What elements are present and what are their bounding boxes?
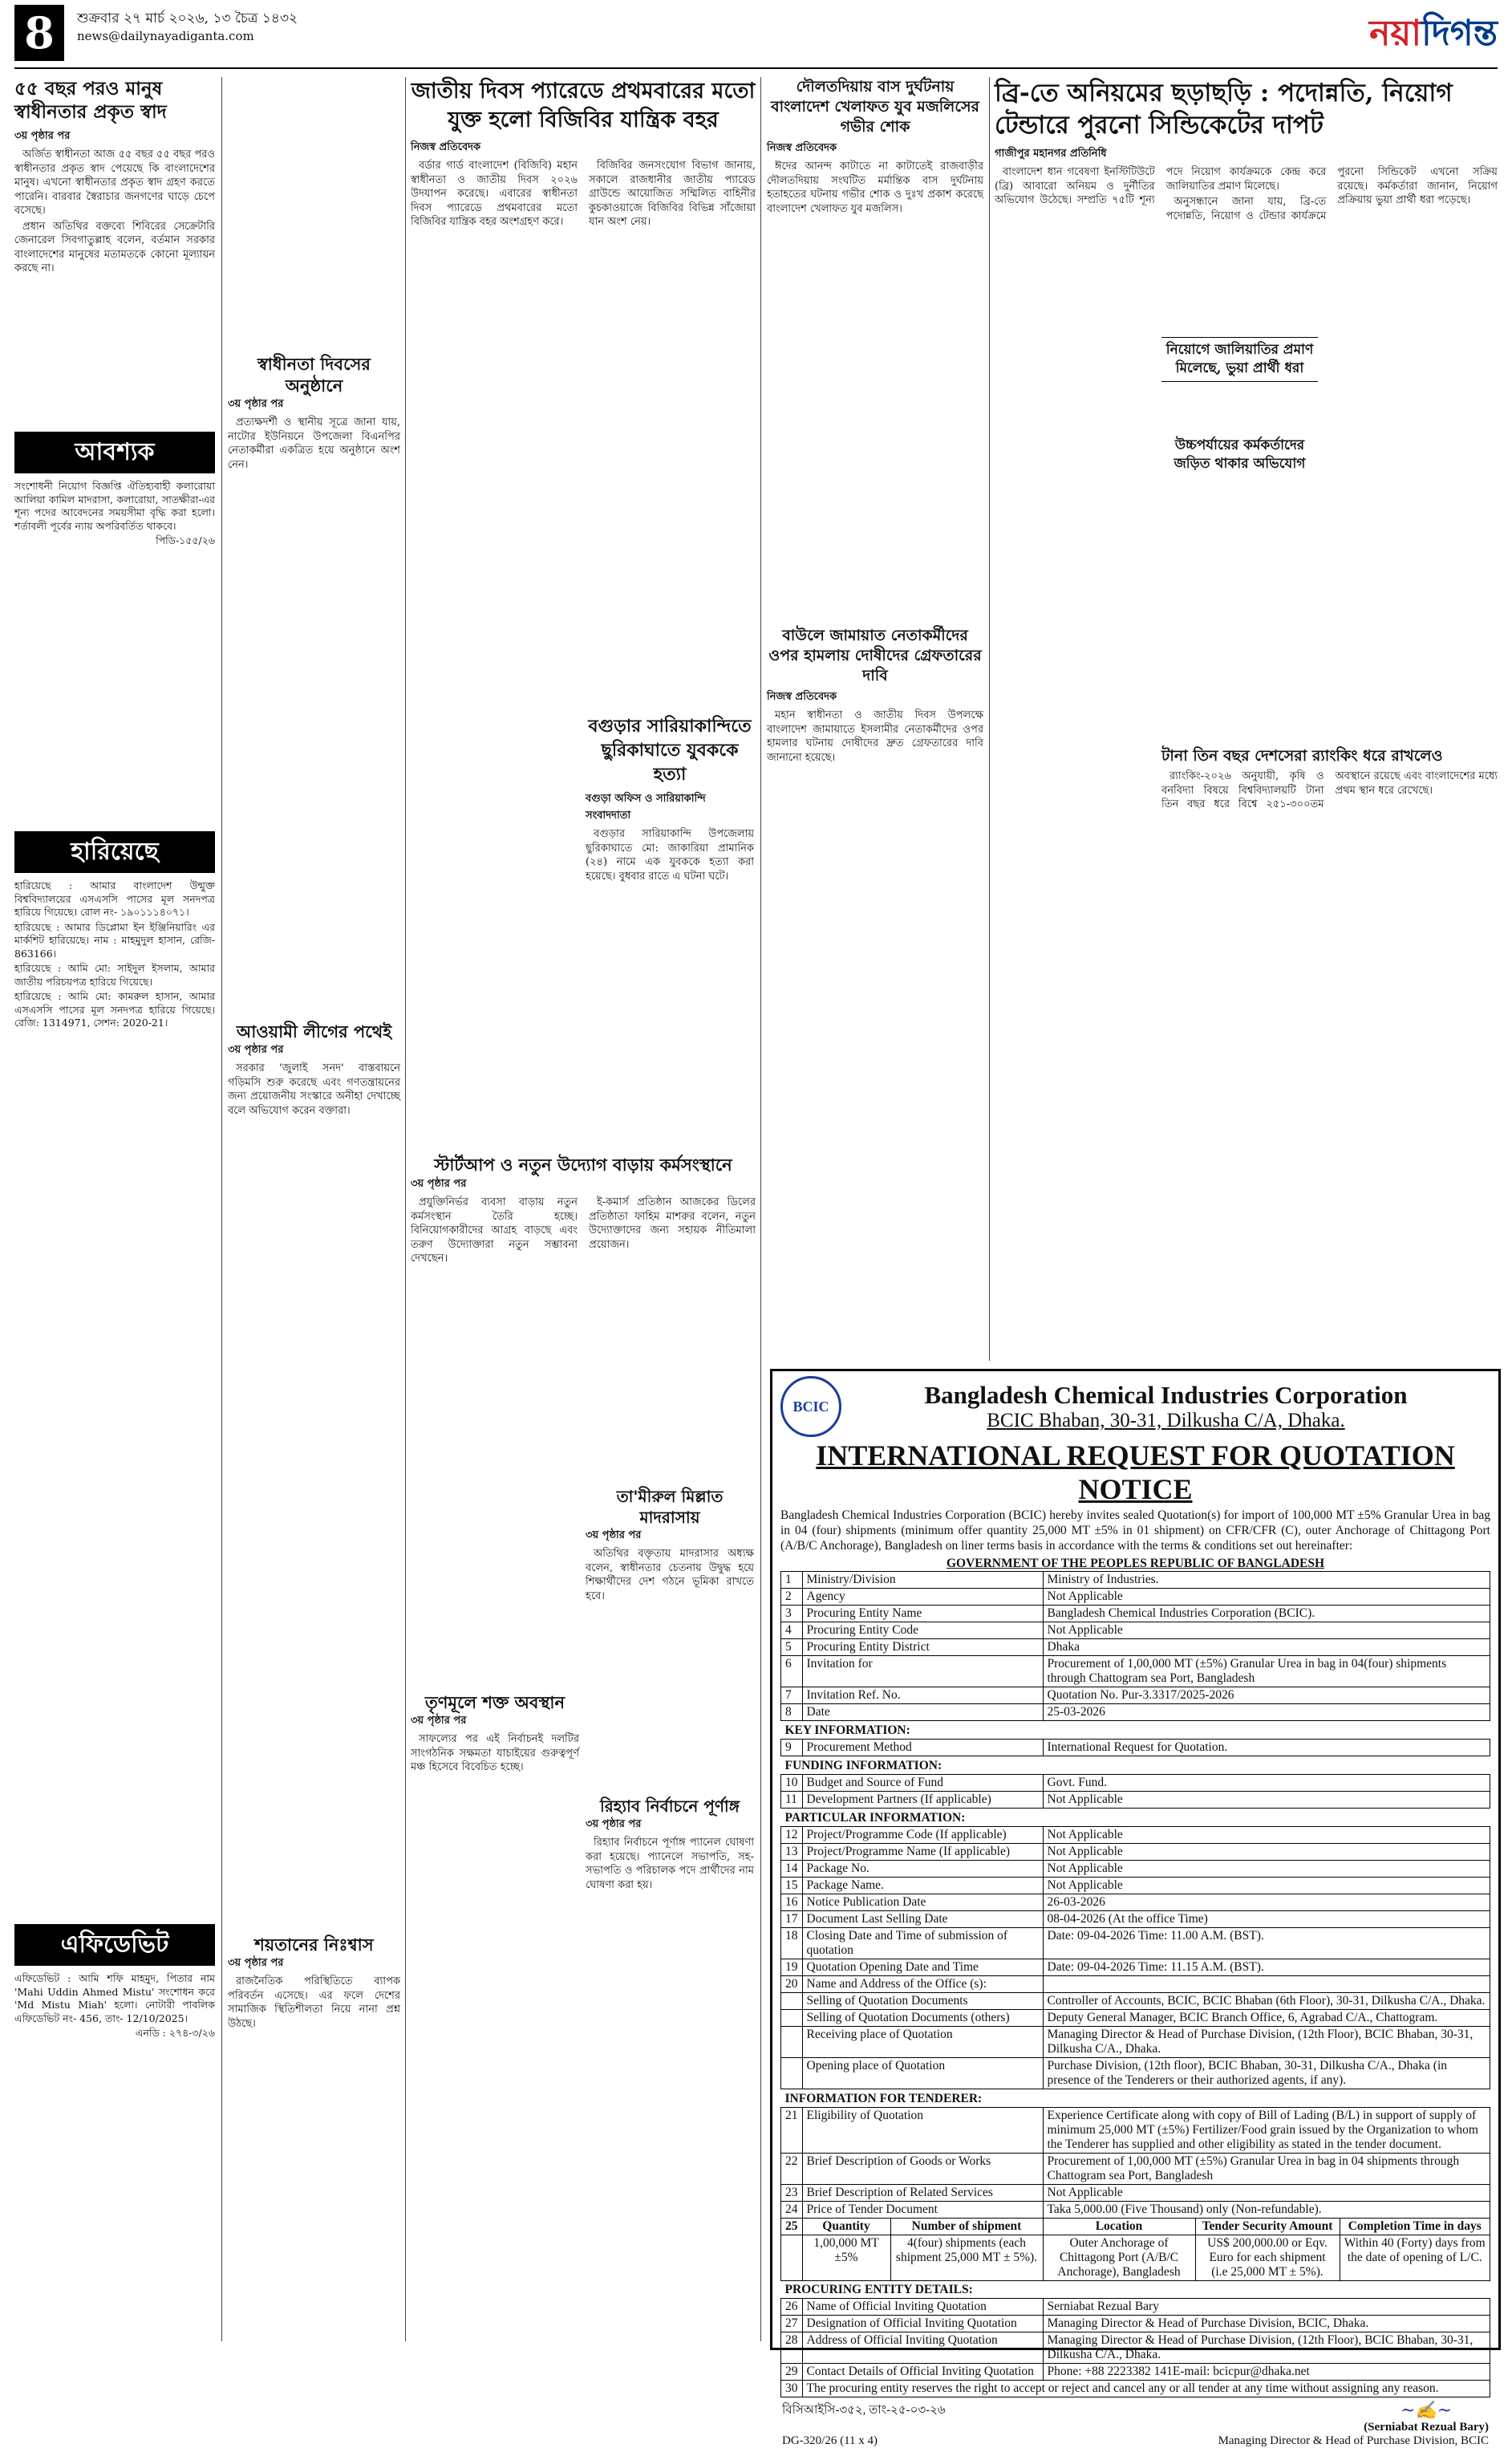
- lost-item: হারিয়েছে : আমার বাংলাদেশ উন্মুক্ত বিশ্ববিদ্যালয়ের এসএসসি পাসের মূল সনদপত্র হারিয়ে গিয়েছে। রোল নং- ১৯০১১১৪০৭১।: [14, 879, 215, 918]
- article-body: [586, 1547, 754, 1812]
- row-value: Not Applicable: [1043, 1861, 1490, 1878]
- logo-part-2: দিগন্ত: [1421, 13, 1498, 54]
- notice-header: [772, 1371, 1498, 1439]
- article-body: [767, 708, 983, 1366]
- byline: ৩য় পৃষ্ঠার পর: [228, 1044, 284, 1056]
- brri-subheading-1: নিয়োগে জালিয়াতির প্রমাণ মিলেছে, ভুয়া প্রার্থী ধরা: [1161, 337, 1318, 382]
- row-number: 4: [781, 1622, 803, 1639]
- byline: ৩য় পৃষ্ঠার পর: [586, 1529, 642, 1541]
- paragraph: সাফল্যের পর এই নির্বাচনই দলটির সাংগঠনিক সক্ষমতা যাচাইয়ের গুরুত্বপূর্ণ মঞ্চ হিসেবে বিবেচিত হচ্ছে।: [411, 1733, 579, 1773]
- article-body: [14, 148, 215, 420]
- row-value: Not Applicable: [1043, 1878, 1490, 1894]
- quantity-header-row: [781, 2219, 1490, 2235]
- table-row: [781, 2364, 1490, 2381]
- row-number: 26: [781, 2299, 803, 2316]
- table-row: [781, 1844, 1490, 1861]
- brri-subheading-2: উচ্চপর্যায়ের কর্মকর্তাদের জড়িত থাকার অভিযোগ: [1161, 433, 1318, 477]
- row-number: 24: [781, 2202, 803, 2219]
- row-value: Govt. Fund.: [1043, 1775, 1490, 1792]
- row-value: 08-04-2026 (At the office Time): [1043, 1911, 1490, 1928]
- article-bogura: [586, 714, 754, 1212]
- table-header: Tender Security Amount: [1195, 2219, 1340, 2235]
- header-rule: [14, 67, 1498, 69]
- byline: বগুড়া অফিস ও সারিয়াকান্দি সংবাদদাতা: [586, 793, 706, 822]
- row-value: Purchase Division, (12th floor), BCIC Bhaban, 30-31, Dilkusha C/A., Dhaka (in presence of the Tenderers or their authorized agents, if any).: [1043, 2058, 1490, 2089]
- table-row: [781, 1928, 1490, 1959]
- table-row: [781, 1687, 1490, 1704]
- row-label: Procuring Entity Name: [802, 1606, 1043, 1622]
- section-funding: FUNDING INFORMATION:: [784, 1759, 942, 1772]
- byline: ৩য় পৃষ্ঠার পর: [411, 1715, 467, 1727]
- headline: দৌলতদিয়ায় বাস দুর্ঘটনায় বাংলাদেশ খেলাফত যুব মজলিসের গভীর শোক: [771, 78, 979, 136]
- page-email[interactable]: news@dailynayadiganta.com: [77, 29, 254, 43]
- page-date: শুক্রবার ২৭ মার্চ ২০২৬, ১৩ চৈত্র ১৪৩২: [77, 10, 298, 26]
- row-value: Serniabat Rezual Bary: [1043, 2299, 1490, 2316]
- row-number: 19: [781, 1959, 803, 1976]
- row-number: [781, 2027, 803, 2058]
- row-number: 21: [781, 2108, 803, 2154]
- notice-table: [780, 1571, 1490, 2219]
- article-freedom-day: [228, 353, 400, 1041]
- row-number: 28: [781, 2332, 803, 2364]
- article-body: [411, 159, 756, 721]
- row-number: 30: [781, 2381, 803, 2397]
- row-label: Address of Official Inviting Quotation: [802, 2332, 1043, 2364]
- headline: বাউলে জামায়াত নেতাকর্মীদের ওপর হামলায় দোষীদের গ্রেফতারের দাবি: [768, 627, 982, 684]
- article-baul: [767, 626, 983, 1366]
- table-row: [781, 1911, 1490, 1928]
- table-cell: US$ 200,000.00 or Eqv. Euro for each shipment (i.e 25,000 MT ± 5%).: [1195, 2235, 1340, 2281]
- newspaper-logo: [1369, 6, 1498, 65]
- table-header: Completion Time in days: [1340, 2219, 1490, 2235]
- row-value: Not Applicable: [1043, 1792, 1490, 1809]
- row-value: Taka 5,000.00 (Five Thousand) only (Non-refundable).: [1043, 2202, 1490, 2219]
- byline: ৩য় পৃষ্ঠার পর: [411, 1178, 467, 1190]
- column-divider: [760, 77, 761, 2341]
- paragraph: ঈদের আনন্দ কাটাতে না কাটাতেই রাজবাড়ীর দৌলতদিয়ায় সংঘটিত মর্মান্তিক বাস দুর্ঘটনায় হতাহতের ঘটনায় গভীর শোক ও দুঃখ প্রকাশ করেছে বাংলাদেশ খেলাফত যুব মজলিস।: [767, 160, 983, 215]
- article-awami: [228, 1021, 400, 1944]
- table-row: [781, 2299, 1490, 2316]
- table-row: [781, 1775, 1490, 1792]
- article-rihab: [586, 1796, 754, 2333]
- table-row: [781, 1606, 1490, 1622]
- article-madrasa: [586, 1486, 754, 1812]
- table-cell: Outer Anchorage of Chittagong Port (A/B/C Anchorage), Bangladesh: [1043, 2235, 1195, 2281]
- row-number: 3: [781, 1606, 803, 1622]
- row-label: Budget and Source of Fund: [802, 1775, 1043, 1792]
- row-label: Project/Programme Code (If applicable): [802, 1827, 1043, 1844]
- table-row: [781, 2332, 1490, 2364]
- row-number: 12: [781, 1827, 803, 1844]
- article-ranking: [1161, 746, 1498, 994]
- byline: নিজস্ব প্রতিবেদক: [767, 691, 837, 703]
- page-number: 8: [14, 5, 64, 61]
- byline: নিজস্ব প্রতিবেদক: [411, 141, 481, 153]
- table-row: [781, 2058, 1490, 2089]
- procuring-table: [780, 2280, 1490, 2397]
- quantity-row: [781, 2235, 1490, 2281]
- dg-ref: DG-320/26 (11 x 4): [782, 2434, 878, 2447]
- paragraph: প্রযুক্তিনির্ভর ব্যবসা বাড়ায় নতুন কর্মসংস্থান তৈরি হচ্ছে। বিনিয়োগকারীদের আগ্রহ বাড়ছে এবং তরুণ উদ্যোক্তারা নতুন সম্ভাবনা দেখছেন।: [411, 1196, 578, 1265]
- table-row: [781, 1639, 1490, 1656]
- row-label: Package Name.: [802, 1878, 1043, 1894]
- notice-intro: Bangladesh Chemical Industries Corporation (BCIC) hereby invites sealed Quotation(s) for import of 100,000 MT ±5% Granular Urea in bag in 04 (four) shipments (minimum offer quantity 25,000 MT ±5% in 01 shipment) on CFR/CFR (C), outer Anchorage of Chittagong Port (A/B/C Anchorage), Bangladesh on liner terms basis in accordance with the terms & conditions set out hereinafter:: [780, 1508, 1490, 1553]
- row-label: Selling of Quotation Documents (others): [802, 2010, 1043, 2027]
- headline: ৫৫ বছর পরও মানুষ স্বাধীনতার প্রকৃত স্বাদ: [14, 78, 167, 123]
- bengali-ref: বিসিআইসি-৩৫২, তাং-২৫-০৩-২৬: [782, 2404, 946, 2417]
- notice-table-wrap: [772, 1571, 1498, 2397]
- table-row: [781, 1572, 1490, 1589]
- classified-text: এফিডেভিট : আমি শফি মাহমুদ, পিতার নাম 'Mahi Uddin Ahmed Mistu' সংশোধন করে 'Md Mistu Miah' হলো। নোটারী পাবলিক এফিডেভিট নং- 456, তাং- 12/10/2025।: [14, 1972, 215, 2024]
- lost-item: হারিয়েছে : আমি মো: কামরুল হাসান, আমার এসএসসি পাসের মূল সনদপত্র হারিয়ে গিয়েছে। রেজি: 1314971, সেশন: 2020-21।: [14, 990, 215, 1029]
- table-row: [781, 2010, 1490, 2027]
- paragraph: সরকার 'জুলাই সনদ' বাস্তবায়নে গড়িমসি শুরু করেছে এবং গণতন্ত্রায়নের জন্য প্রয়োজনীয় সংস্কারে অনীহা দেখাচ্ছে বলে অভিযোগ করেন বক্তারা।: [228, 1062, 400, 1117]
- article-parade: [411, 77, 756, 721]
- column-divider: [989, 77, 990, 1361]
- row-number: [781, 2010, 803, 2027]
- article-body: [228, 1062, 400, 1944]
- table-row: [781, 1589, 1490, 1606]
- row-number: 25: [781, 2219, 803, 2235]
- table-row: [781, 1656, 1490, 1687]
- signature-icon: ~✍~: [1400, 2401, 1453, 2421]
- bcic-logo-icon: BCIC: [780, 1376, 841, 1437]
- row-number: 6: [781, 1656, 803, 1687]
- row-label: Invitation Ref. No.: [802, 1687, 1043, 1704]
- row-value: 25-03-2026: [1043, 1704, 1490, 1721]
- headline: তা'মীরুল মিল্লাত মাদরাসায়: [616, 1487, 724, 1527]
- org-name: Bangladesh Chemical Industries Corporation: [924, 1381, 1408, 1409]
- row-number: 1: [781, 1572, 803, 1589]
- section-heading-affidavit: এফিডেভিট: [14, 1924, 215, 1966]
- paragraph: রাজনৈতিক পরিস্থিতিতে ব্যাপক পরিবর্তন এসেছে। এর ফলে দেশের সামাজিক স্থিতিশীলতা নিয়ে নানা প্রশ্ন উঠছে।: [228, 1975, 400, 2030]
- lost-item: হারিয়েছে : আমি মো: সাইদুল ইসলাম, আমার জাতীয় পরিচয়পত্র হারিয়ে গিয়েছে।: [14, 962, 215, 988]
- row-number: 2: [781, 1589, 803, 1606]
- table-cell: Within 40 (Forty) days from the date of opening of L/C.: [1340, 2235, 1490, 2281]
- row-label: Agency: [802, 1589, 1043, 1606]
- article-body: [228, 416, 400, 1041]
- row-value: Date: 09-04-2026 Time: 11.15 A.M. (BST).: [1043, 1959, 1490, 1976]
- table-row: [781, 1861, 1490, 1878]
- article-independence: [14, 77, 215, 420]
- row-value: Phone: +88 2223382 141E-mail: bcicpur@dhaka.net: [1043, 2364, 1490, 2381]
- headline: আওয়ামী লীগের পথেই: [236, 1021, 392, 1041]
- row-label: Receiving place of Quotation: [802, 2027, 1043, 2058]
- headline: ব্রি-তে অনিয়মের ছড়াছড়ি : পদোন্নতি, নিয়োগ টেন্ডারে পুরনো সিন্ডিকেটের দাপট: [995, 79, 1453, 140]
- classified-harieche: [14, 879, 215, 1914]
- headline: বগুড়ার সারিয়াকান্দিতে ছুরিকাঘাতে যুবককে হত্যা: [588, 716, 752, 785]
- table-row: [781, 1704, 1490, 1721]
- classified-awoshyok: [14, 480, 215, 817]
- signer-name: (Serniabat Rezual Bary): [1364, 2421, 1489, 2434]
- row-number: 29: [781, 2364, 803, 2381]
- section-heading-harieche: হারিয়েছে: [14, 831, 215, 873]
- table-cell: 4(four) shipments (each shipment 25,000 MT ± 5%).: [890, 2235, 1043, 2281]
- row-value: Not Applicable: [1043, 1589, 1490, 1606]
- row-value: Managing Director & Head of Purchase Division, (12th Floor), BCIC Bhaban, 30-31, Dilkusha C/A., Dhaka.: [1043, 2027, 1490, 2058]
- section-tenderer: INFORMATION FOR TENDERER:: [784, 2092, 983, 2105]
- article-bus: [767, 77, 983, 625]
- quantity-table: [780, 2218, 1490, 2281]
- row-label: Notice Publication Date: [802, 1894, 1043, 1911]
- row-number: [781, 1993, 803, 2010]
- byline: ৩য় পৃষ্ঠার পর: [228, 398, 284, 410]
- byline: ৩য় পৃষ্ঠার পর: [228, 1957, 284, 1969]
- row-number: 5: [781, 1639, 803, 1656]
- article-body: [767, 160, 983, 625]
- headline: জাতীয় দিবস প্যারেডে প্রথমবারের মতো যুক্ত হলো বিজিবির যান্ত্রিক বহর: [411, 79, 756, 132]
- headline: স্টার্টআপ ও নতুন উদ্যোগ বাড়ায় কর্মসংস্থানে: [434, 1155, 732, 1175]
- row-value: 26-03-2026: [1043, 1894, 1490, 1911]
- row-label: The procuring entity reserves the right to accept or reject and cancel any or all tender at any time without assigning any reason.: [802, 2381, 1490, 2397]
- table-row: [781, 2381, 1490, 2397]
- article-trinamul: [411, 1691, 579, 2342]
- article-body: [228, 1975, 400, 2344]
- row-number: 14: [781, 1861, 803, 1878]
- row-number: 8: [781, 1704, 803, 1721]
- row-value: Controller of Accounts, BCIC, BCIC Bhaban (6th Floor), 30-31, Dilkusha C/A., Dhaka.: [1043, 1993, 1490, 2010]
- row-label: Designation of Official Inviting Quotation: [802, 2316, 1043, 2332]
- classified-text: সংশোধনী নিয়োগ বিজ্ঞপ্তি ঐতিহ্যবাহী কলারোয়া আলিয়া কামিল মাদরাসা, কলারোয়া, সাতক্ষীরা-এর শূন্য পদের আবেদনের সময়সীমা বৃদ্ধি করা হলো। শর্তাবলী পূর্বের ন্যায় অপরিবর্তিত থাকবে।: [14, 480, 215, 532]
- row-number: 10: [781, 1775, 803, 1792]
- notice-footer: [772, 2397, 1498, 2434]
- paragraph: প্রধান অতিথির বক্তব্যে শিবিরের সেক্রেটারি জেনারেল সিবগাতুল্লাহ বলেন, বর্তমান সরকার বাংলাদেশের মানুষের মতামতকে কোনো মূল্যায়ন করছে না।: [14, 220, 215, 274]
- row-label: Package No.: [802, 1861, 1043, 1878]
- paragraph: মহান স্বাধীনতা ও জাতীয় দিবস উপলক্ষে বাংলাদেশ জামায়াতে ইসলামীর নেতাকর্মীদের ওপর হামলার ঘটনায় দোষীদের দ্রুত গ্রেফতারের দাবি জানানো হয়েছে।: [767, 709, 983, 764]
- row-value: Experience Certificate along with copy of Bill of Lading (B/L) in support of supply of minimum 25,000 MT (±5%) Fertilizer/Food grain issued by the Organization to whom the Tenderer has supplied and other eligibility as stated in the tender document.: [1043, 2108, 1490, 2154]
- table-row: [781, 1740, 1490, 1756]
- row-value: Managing Director & Head of Purchase Division, BCIC, Dhaka.: [1043, 2316, 1490, 2332]
- article-body: [411, 1196, 756, 1500]
- table-row: [781, 1622, 1490, 1639]
- classified-ref: পিডি-১৫৫/২৬: [156, 534, 215, 546]
- table-header: Location: [1043, 2219, 1195, 2235]
- paragraph: অর্জিত স্বাধীনতা আজ ৫৫ বছর ৫৫ বছর পরও স্বাধীনতার প্রকৃত স্বাদ পেয়েছে কি বাংলাদেশের মানুষ। এখনো স্বাধীনতার প্রকৃত স্বাদ গ্রহণ করতে পারেনি। বারবার স্বৈরাচার জনগণের ঘাড়ে চেপে বসেছে।: [14, 148, 215, 217]
- row-number: 27: [781, 2316, 803, 2332]
- paragraph: অতিথির বক্তৃতায় মাদরাসার অধ্যক্ষ বলেন, স্বাধীনতার চেতনায় উদ্বুদ্ধ হয়ে শিক্ষার্থীদের দেশ গঠনে ভূমিকা রাখতে হবে।: [586, 1548, 754, 1602]
- byline: গাজীপুর মহানগর প্রতিনিধি: [995, 148, 1107, 160]
- headline: তৃণমূলে শক্ত অবস্থান: [424, 1692, 565, 1712]
- row-value: Not Applicable: [1043, 2185, 1490, 2202]
- row-number: 7: [781, 1687, 803, 1704]
- table-header: Quantity: [802, 2219, 890, 2235]
- row-label: Contact Details of Official Inviting Quotation: [802, 2364, 1043, 2381]
- section-particular: PARTICULAR INFORMATION:: [784, 1811, 966, 1825]
- row-label: Ministry/Division: [802, 1572, 1043, 1589]
- paragraph: বর্ডার গার্ড বাংলাদেশ (বিজিবি) মহান স্বাধীনতা ও জাতীয় দিবস ২০২৬ উদযাপন করেছে। এবারের স্বাধীনতা দিবস প্যারেডে প্রথমবারের মতো বিজিবির যান্ত্রিক বহর অংশগ্রহণ করে।: [411, 160, 578, 228]
- row-value: Managing Director & Head of Purchase Division, (12th Floor), BCIC Bhaban, 30-31, Dilkusha C/A., Dhaka.: [1043, 2332, 1490, 2364]
- row-label: Opening place of Quotation: [802, 2058, 1043, 2089]
- row-label: Name of Official Inviting Quotation: [802, 2299, 1043, 2316]
- headline: টানা তিন বছর দেশসেরা র‌্যাংকিং ধরে রাখলেও: [1161, 747, 1443, 765]
- row-label: Quotation Opening Date and Time: [802, 1959, 1043, 1976]
- row-label: Price of Tender Document: [802, 2202, 1043, 2219]
- notice-footer-2: [772, 2434, 1498, 2448]
- section-heading-awoshyok: আবশ্যক: [14, 432, 215, 473]
- article-body: [586, 1836, 754, 2333]
- headline: শয়তানের নিঃশ্বাস: [254, 1934, 374, 1955]
- row-value: Procurement of 1,00,000 MT (±5%) Granular Urea in bag in 04 shipments through Chattogram sea Port, Bangladesh: [1043, 2154, 1490, 2185]
- table-row: [781, 2154, 1490, 2185]
- table-row: [781, 1976, 1490, 1993]
- section-procuring: PROCURING ENTITY DETAILS:: [784, 2283, 973, 2296]
- paragraph: বগুড়ার সারিয়াকান্দি উপজেলায় ছুরিকাঘাতে মো: জাকারিয়া প্রামানিক (২৪) নামে এক যুবককে হত্যা করা হয়েছে। বুধবার রাতে এ ঘটনা ঘটে।: [586, 828, 754, 883]
- table-row: [781, 2202, 1490, 2219]
- byline: নিজস্ব প্রতিবেদক: [767, 142, 837, 154]
- row-label: Procuring Entity Code: [802, 1622, 1043, 1639]
- row-number: 13: [781, 1844, 803, 1861]
- row-value: [1043, 1976, 1490, 1993]
- article-startup: [411, 1154, 756, 1500]
- table-cell: 1,00,000 MT ±5%: [802, 2235, 890, 2281]
- row-label: Eligibility of Quotation: [802, 2108, 1043, 2154]
- row-label: Selling of Quotation Documents: [802, 1993, 1043, 2010]
- signature-block: [1364, 2401, 1489, 2434]
- table-row: [781, 1993, 1490, 2010]
- classified-affidavit: [14, 1972, 215, 2341]
- row-label: Development Partners (If applicable): [802, 1792, 1043, 1809]
- row-number: 15: [781, 1878, 803, 1894]
- byline: ৩য় পৃষ্ঠার পর: [586, 1818, 642, 1830]
- row-value: Not Applicable: [1043, 1827, 1490, 1844]
- paragraph: ই-কমার্স প্রতিষ্ঠান আজকের ডিলের প্রতিষ্ঠাতা ফাহিম মাশরুর বলেন, নতুন উদ্যোক্তাদের জন্য সহায়ক নীতিমালা প্রয়োজন।: [589, 1196, 756, 1251]
- notice-title: INTERNATIONAL REQUEST FOR QUOTATION NOTICE: [816, 1439, 1455, 1505]
- row-value: Bangladesh Chemical Industries Corporation (BCIC).: [1043, 1606, 1490, 1622]
- row-value: Ministry of Industries.: [1043, 1572, 1490, 1589]
- table-row: [781, 2108, 1490, 2154]
- paragraph: প্রত্যক্ষদর্শী ও স্থানীয় সূত্রে জানা যায়, নাটোর ইউনিয়নে উপজেলা বিএনপির নেতাকর্মীরা একত্রিত হয়ে অনুষ্ঠানে অংশ নেন।: [228, 416, 400, 471]
- article-body: [995, 165, 1498, 671]
- row-label: Brief Description of Related Services: [802, 2185, 1043, 2202]
- classified-ref: এনডি : ২৭৪-৩/২৬: [135, 2027, 215, 2039]
- row-number: [781, 2058, 803, 2089]
- table-row: [781, 2185, 1490, 2202]
- table-row: [781, 2316, 1490, 2332]
- row-label: Brief Description of Goods or Works: [802, 2154, 1043, 2185]
- column-divider: [221, 77, 222, 2341]
- table-row: [781, 1827, 1490, 1844]
- row-value: Not Applicable: [1043, 1844, 1490, 1861]
- byline: ৩য় পৃষ্ঠার পর: [14, 130, 71, 142]
- table-row: [781, 1959, 1490, 1976]
- row-label: Closing Date and Time of submission of quotation: [802, 1928, 1043, 1959]
- row-number: 20: [781, 1976, 803, 1993]
- row-number: 22: [781, 2154, 803, 2185]
- row-label: Document Last Selling Date: [802, 1911, 1043, 1928]
- row-value: International Request for Quotation.: [1043, 1740, 1490, 1756]
- row-label: Procurement Method: [802, 1740, 1043, 1756]
- signer-title: Managing Director & Head of Purchase Division, BCIC: [1218, 2434, 1489, 2447]
- row-label: Project/Programme Name (If applicable): [802, 1844, 1043, 1861]
- article-body: [1161, 769, 1498, 994]
- paragraph: বিজিবির জনসংযোগ বিভাগ জানায়, সকালে রাজধানীর জাতীয় প্যারেড গ্রাউন্ডে আয়োজিত সম্মিলিত বাহিনীর কুচকাওয়াজে বিজিবির বিভিন্ন সাঁজোয়া যান অংশ নেয়।: [589, 160, 756, 228]
- table-header: Number of shipment: [890, 2219, 1043, 2235]
- logo-part-1: নয়া: [1369, 13, 1422, 54]
- row-label: Date: [802, 1704, 1043, 1721]
- paragraph: রিহ্যাব নির্বাচনে পূর্ণাঙ্গ প্যানেল ঘোষণা করা হয়েছে। প্যানেলে সভাপতি, সহ-সভাপতি ও পরিচালক পদে প্রার্থীদের নাম ঘোষণা করা হয়।: [586, 1837, 754, 1891]
- table-row: [781, 1878, 1490, 1894]
- row-label: Name and Address of the Office (s):: [802, 1976, 1043, 1993]
- paragraph: র‌্যাংকিং-২০২৬ অনুযায়ী, কৃষি ও বনবিদ্যা বিষয়ে বিশ্ববিদ্যালয়টি টানা তিন বছর ধরে বিশ্বে ২৫১-৩০০তম অবস্থানে রয়েছে এবং বাংলাদেশের মধ্যে প্রথম স্থান ধরে রেখেছে।: [1161, 770, 1498, 810]
- paragraph: বাংলাদেশ ধান গবেষণা ইনস্টিটিউটে (ব্রি) আবারো অনিয়ম ও দুর্নীতির অভিযোগ উঠেছে। সম্প্রতি ৭৫টি শূন্য পদে নিয়োগ কার্যক্রমকে কেন্দ্র করে জালিয়াতির প্রমাণ মিলেছে।: [995, 166, 1327, 206]
- table-row: [781, 1792, 1490, 1809]
- row-number: 18: [781, 1928, 803, 1959]
- row-number: 23: [781, 2185, 803, 2202]
- row-label: Procuring Entity District: [802, 1639, 1043, 1656]
- bcic-quotation-notice: [770, 1369, 1501, 2447]
- row-value: Dhaka: [1043, 1639, 1490, 1656]
- table-row: [781, 1894, 1490, 1911]
- section-key: KEY INFORMATION:: [784, 1723, 910, 1737]
- lost-item: হারিয়েছে : আমার ডিপ্লোমা ইন ইঞ্জিনিয়ারিং এর মার্কশিট হারিয়েছে। নাম : মাহমুদুল হাসান, রেজি- 863166।: [14, 920, 215, 960]
- article-body: [411, 1732, 579, 2342]
- article-shaitan: [228, 1934, 400, 2344]
- row-value: Not Applicable: [1043, 1622, 1490, 1639]
- column-divider: [405, 77, 406, 2341]
- headline: রিহ্যাব নির্বাচনে পূর্ণাঙ্গ: [600, 1796, 740, 1816]
- row-value: Quotation No. Pur-3.3317/2025-2026: [1043, 1687, 1490, 1704]
- row-label: Invitation for: [802, 1656, 1043, 1687]
- org-address: BCIC Bhaban, 30-31, Dilkusha C/A, Dhaka.: [987, 1410, 1345, 1431]
- headline: স্বাধীনতা দিবসের অনুষ্ঠানে: [257, 354, 371, 396]
- row-number: 16: [781, 1894, 803, 1911]
- row-number: 17: [781, 1911, 803, 1928]
- notice-government: GOVERNMENT OF THE PEOPLES REPUBLIC OF BANGLADESH: [946, 1557, 1325, 1570]
- row-number: 9: [781, 1740, 803, 1756]
- paragraph: অনুসন্ধানে জানা যায়, ব্রি-তে পদোন্নতি, নিয়োগ ও টেন্ডার কার্যক্রমে পুরনো সিন্ডিকেট এখনো সক্রিয় রয়েছে। কর্মকর্তারা জানান, নিয়োগ প্রক্রিয়ায় ভুয়া প্রার্থী ধরা পড়েছে।: [1165, 166, 1498, 222]
- row-value: Procurement of 1,00,000 MT (±5%) Granular Urea in bag in 04(four) shipments through Chattogram sea Port, Bangladesh: [1043, 1656, 1490, 1687]
- row-value: Date: 09-04-2026 Time: 11.00 A.M. (BST).: [1043, 1928, 1490, 1959]
- table-row: [781, 2027, 1490, 2058]
- row-number: 11: [781, 1792, 803, 1809]
- row-value: Deputy General Manager, BCIC Branch Office, 6, Agrabad C/A., Chattogram.: [1043, 2010, 1490, 2027]
